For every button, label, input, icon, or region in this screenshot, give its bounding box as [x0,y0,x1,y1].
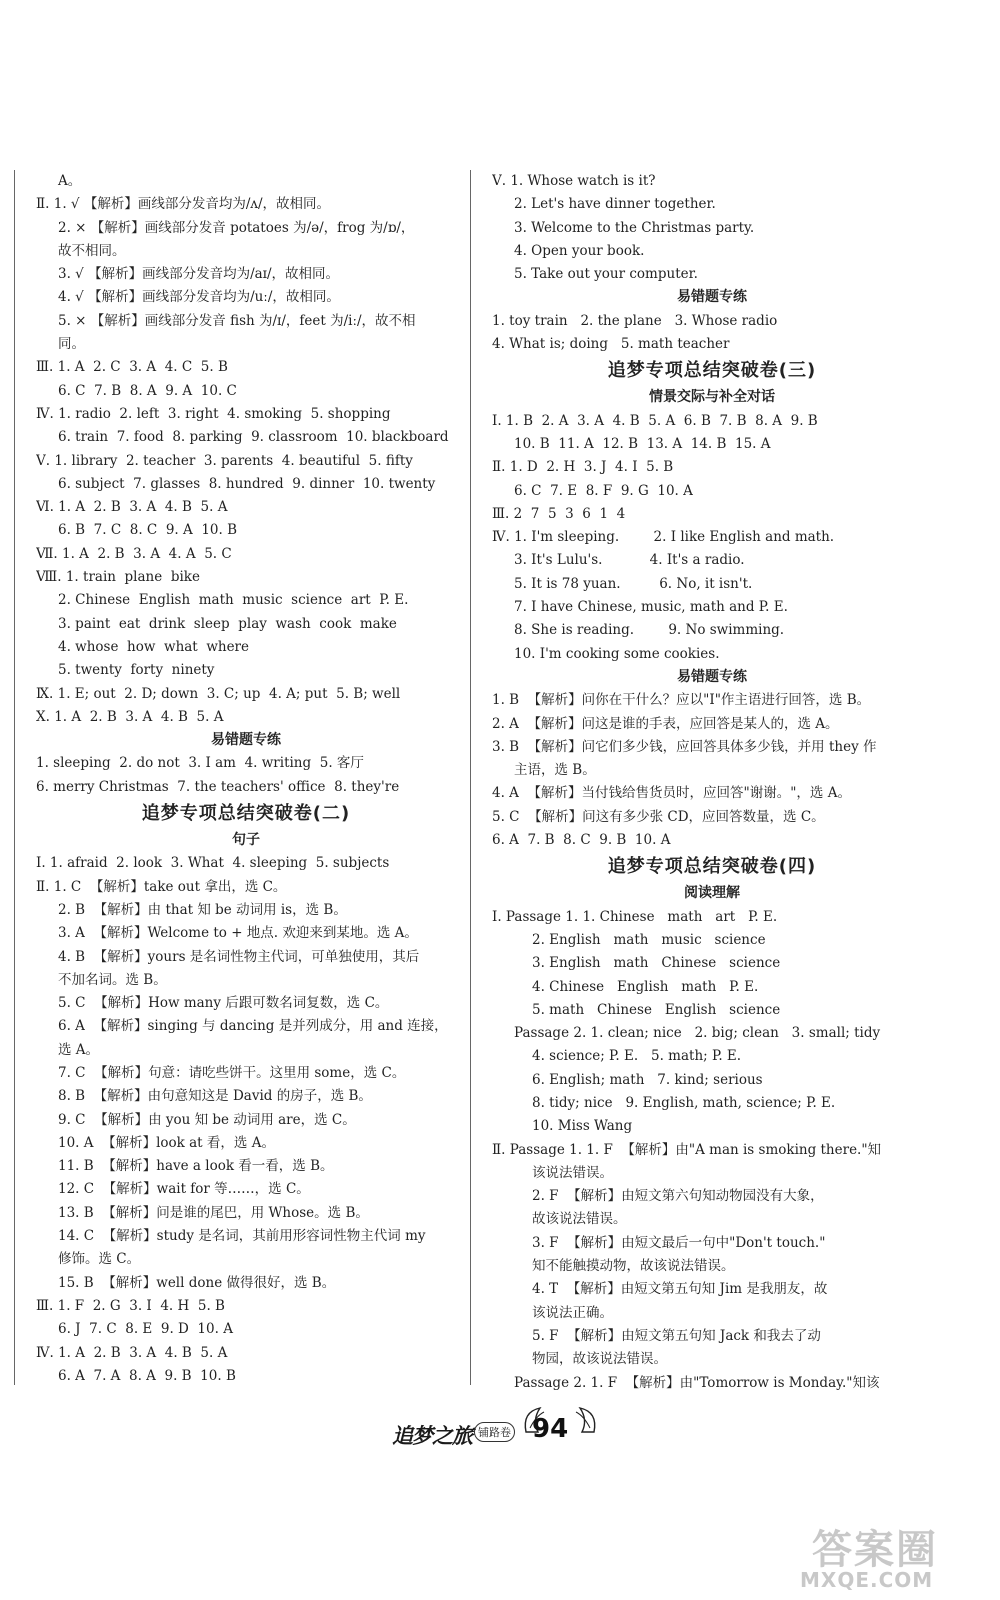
answer-line: 14. C 【解析】study 是名词，其前用形容词性物主代词 my [58,1228,426,1245]
answer-line: 3. F 【解析】由短文最后一句中"Don't touch." [532,1234,826,1251]
answer-line: 6. A 【解析】singing 与 dancing 是并列成分，用 and 连接， [58,1018,448,1035]
answer-line: 1. toy train 2. the plane 3. Whose radio [492,312,778,329]
answer-line: 6. J 7. C 8. E 9. D 10. A [58,1321,233,1338]
answer-line: Ⅳ. 1. radio 2. left 3. right 4. smoking 5. shopping [36,405,391,422]
answer-line: Ⅲ. 2 7 5 3 6 1 4 [492,505,626,522]
page-number: 94 [532,1414,569,1444]
answer-line: 6. B 7. C 8. C 9. A 10. B [58,522,238,539]
answer-line: Ⅱ. 1. √ 【解析】画线部分发音均为/ʌ/，故相同。 [36,196,331,213]
answer-line: 6. C 7. E 8. F 9. G 10. A [514,482,693,499]
answer-line: 1. B 【解析】问你在干什么？应以"I"作主语进行回答，选 B。 [492,692,871,709]
answer-line: Ⅱ. 1. C 【解析】take out 拿出，选 C。 [36,878,287,895]
answer-line: 3. A 【解析】Welcome to + 地点. 欢迎来到某地。选 A。 [58,925,418,942]
answer-line: 该说法错误。 [532,1164,613,1181]
answer-line: 7. I have Chinese, music, math and P. E. [514,599,788,616]
answer-line: 知不能触摸动物，故该说法错误。 [532,1258,735,1275]
answer-line: 4. Open your book. [514,242,645,259]
answer-line: 6. A 7. A 8. A 9. B 10. B [58,1367,236,1384]
answer-line: 3. B 【解析】问它们多少钱，应回答具体多少钱，并用 they 作 [492,738,877,755]
answer-line: Ⅰ. 1. afraid 2. look 3. What 4. sleeping 5. subjects [36,855,390,872]
answer-line: 4. Chinese English math P. E. [532,978,759,995]
answer-line: 3. It's Lulu's. 4. It's a radio. [514,552,745,569]
answer-line: 6. subject 7. glasses 8. hundred 9. dinner 10. twenty [58,475,436,492]
section-subtitle: 句子 [232,832,260,849]
section-title: 追梦专项总结突破卷(三) [607,360,817,382]
answer-line: 3. Welcome to the Christmas party. [514,219,755,236]
answer-line: 4. science; P. E. 5. math; P. E. [532,1048,742,1065]
answer-line: 4. whose how what where [58,638,249,655]
answer-line: 15. B 【解析】well done 做得很好，选 B。 [58,1274,336,1291]
answer-line: Ⅷ. 1. train plane bike [36,569,200,586]
answer-line: 4. B 【解析】yours 是名词性物主代词，可单独使用，其后 [58,948,420,965]
answer-line: 5. math Chinese English science [532,1001,781,1018]
answer-line: 故该说法错误。 [532,1211,627,1228]
answer-line: 10. Miss Wang [532,1118,633,1135]
answer-line: Ⅲ. 1. F 2. G 3. I 4. H 5. B [36,1297,225,1314]
answer-line: 4. A 【解析】当付钱给售货员时，应回答"谢谢。"，选 A。 [492,785,851,802]
answer-line: 4. What is; doing 5. math teacher [492,336,730,353]
answer-line: 6. merry Christmas 7. the teachers' office 8. they're [36,778,400,795]
answer-line: 2. B 【解析】由 that 知 be 动词用 is，选 B。 [58,901,347,918]
answer-line: 同。 [58,336,85,353]
section-subtitle: 易错题专练 [677,289,747,306]
answer-line: 8. tidy; nice 9. English, math, science; P. E. [532,1094,836,1111]
answer-line: Ⅱ. Passage 1. 1. F 【解析】由"A man is smoking there."知 [492,1141,882,1158]
answer-line: Ⅵ. 1. A 2. B 3. A 4. B 5. A [36,499,228,516]
column-divider [470,170,471,1385]
answer-line: 2. English math music science [532,931,766,948]
answer-line: 4. √ 【解析】画线部分发音均为/uː/，故相同。 [58,289,340,306]
section-subtitle: 情景交际与补全对话 [649,389,775,406]
answer-line: 6. train 7. food 8. parking 9. classroom 10. blackboard [58,429,449,446]
answer-line: 12. C 【解析】wait for 等……，选 C。 [58,1181,310,1198]
series-logo: 追梦之旅 [392,1424,472,1448]
answer-line: Ⅲ. 1. A 2. C 3. A 4. C 5. B [36,359,228,376]
answer-line: Ⅰ. 1. B 2. A 3. A 4. B 5. A 6. B 7. B 8. A 9. B [492,412,818,429]
answer-line: 6. English; math 7. kind; serious [532,1071,763,1088]
answer-line: 主语，选 B。 [514,762,596,779]
watermark-url: MXQE.COM [800,1568,934,1592]
answer-line: Ⅴ. 1. Whose watch is it? [492,173,656,189]
series-subtitle: 铺路卷 [474,1422,515,1442]
section-subtitle: 易错题专练 [677,668,747,685]
answer-line: 5. It is 78 yuan. 6. No, it isn't. [514,575,753,592]
answer-line: 13. B 【解析】问是谁的尾巴，用 Whose。选 B。 [58,1204,369,1221]
answer-line: Ⅳ. 1. A 2. B 3. A 4. B 5. A [36,1344,228,1361]
answer-line: 该说法正确。 [532,1304,613,1321]
answer-line: 7. C 【解析】句意：请吃些饼干。这里用 some，选 C。 [58,1064,406,1081]
answer-line: 10. I'm cooking some cookies. [514,645,720,662]
answer-line: Ⅰ. Passage 1. 1. Chinese math art P. E. [492,908,778,925]
answer-line: 3. √ 【解析】画线部分发音均为/aɪ/，故相同。 [58,266,340,283]
answer-line: 10. B 11. A 12. B 13. A 14. B 15. A [514,435,771,452]
answer-line: 4. T 【解析】由短文第五句知 Jim 是我朋友，故 [532,1281,828,1298]
answer-line: Passage 2. 1. clean; nice 2. big; clean 3. small; tidy [514,1025,881,1042]
answer-line: 5. Take out your computer. [514,266,698,283]
answer-line: 5. twenty forty ninety [58,662,215,679]
answer-line: 8. B 【解析】由句意知这是 David 的房子，选 B。 [58,1088,372,1105]
answer-line: 5. × 【解析】画线部分发音 fish 为/ɪ/，feet 为/iː/，故不相 [58,312,416,329]
right-column [492,170,932,1395]
answer-line: 2. A 【解析】问这是谁的手表，应回答是某人的，选 A。 [492,715,839,732]
answer-line: 2. Chinese English math music science art P. E. [58,592,409,609]
answer-line: 6. A 7. B 8. C 9. B 10. A [492,832,671,849]
answer-line: 1. sleeping 2. do not 3. I am 4. writing 5. 客厅 [36,755,364,772]
answer-line: 5. C 【解析】问这有多少张 CD，应回答数量，选 C。 [492,808,825,825]
answer-line: 5. F 【解析】由短文第五句知 Jack 和我去了动 [532,1327,821,1344]
answer-line: 6. C 7. B 8. A 9. A 10. C [58,382,237,399]
section-subtitle: 阅读理解 [684,885,740,902]
answer-line: 不加名词。选 B。 [58,971,167,988]
left-column [36,170,456,1388]
answer-line: 物园，故该说法错误。 [532,1351,667,1368]
watermark-text: 答案圈 [812,1527,938,1573]
answer-line: 5. C 【解析】How many 后跟可数名词复数，选 C。 [58,995,389,1012]
answer-line: 8. She is reading. 9. No swimming. [514,622,785,639]
answer-line: 修饰。选 C。 [58,1251,141,1268]
answer-line: 3. English math Chinese science [532,955,781,972]
page-footer [392,1402,612,1460]
answer-line: 11. B 【解析】have a look 看一看，选 B。 [58,1158,334,1175]
answer-line: 选 A。 [58,1041,100,1058]
answer-line: Ⅳ. 1. I'm sleeping. 2. I like English and math. [492,529,835,546]
answer-line: 2. F 【解析】由短文第六句知动物园没有大象， [532,1188,824,1205]
answer-line: 9. C 【解析】由 you 知 be 动词用 are，选 C。 [58,1111,356,1128]
answer-line: A。 [58,173,82,189]
answer-line: Ⅹ. 1. A 2. B 3. A 4. B 5. A [36,708,224,725]
answer-line: 3. paint eat drink sleep play wash cook make [58,615,397,632]
answer-line: 10. A 【解析】look at 看，选 A。 [58,1134,275,1151]
answer-line: Passage 2. 1. F 【解析】由"Tomorrow is Monday."知该 [514,1374,880,1391]
answer-line: 故不相同。 [58,242,126,259]
section-title: 追梦专项总结突破卷(四) [607,856,817,878]
left-margin-rule [14,170,15,1385]
answer-line: 2. Let's have dinner together. [514,196,716,213]
section-subtitle: 易错题专练 [211,732,281,749]
answer-line: Ⅸ. 1. E; out 2. D; down 3. C; up 4. A; put 5. B; well [36,685,401,702]
answer-line: Ⅶ. 1. A 2. B 3. A 4. A 5. C [36,545,232,562]
answer-line: 2. × 【解析】画线部分发音 potatoes 为/ə/，frog 为/ɒ/， [58,219,415,236]
section-title: 追梦专项总结突破卷(二) [141,803,351,825]
answer-line: Ⅴ. 1. library 2. teacher 3. parents 4. beautiful 5. fifty [36,452,413,469]
answer-line: Ⅱ. 1. D 2. H 3. J 4. I 5. B [492,459,674,476]
